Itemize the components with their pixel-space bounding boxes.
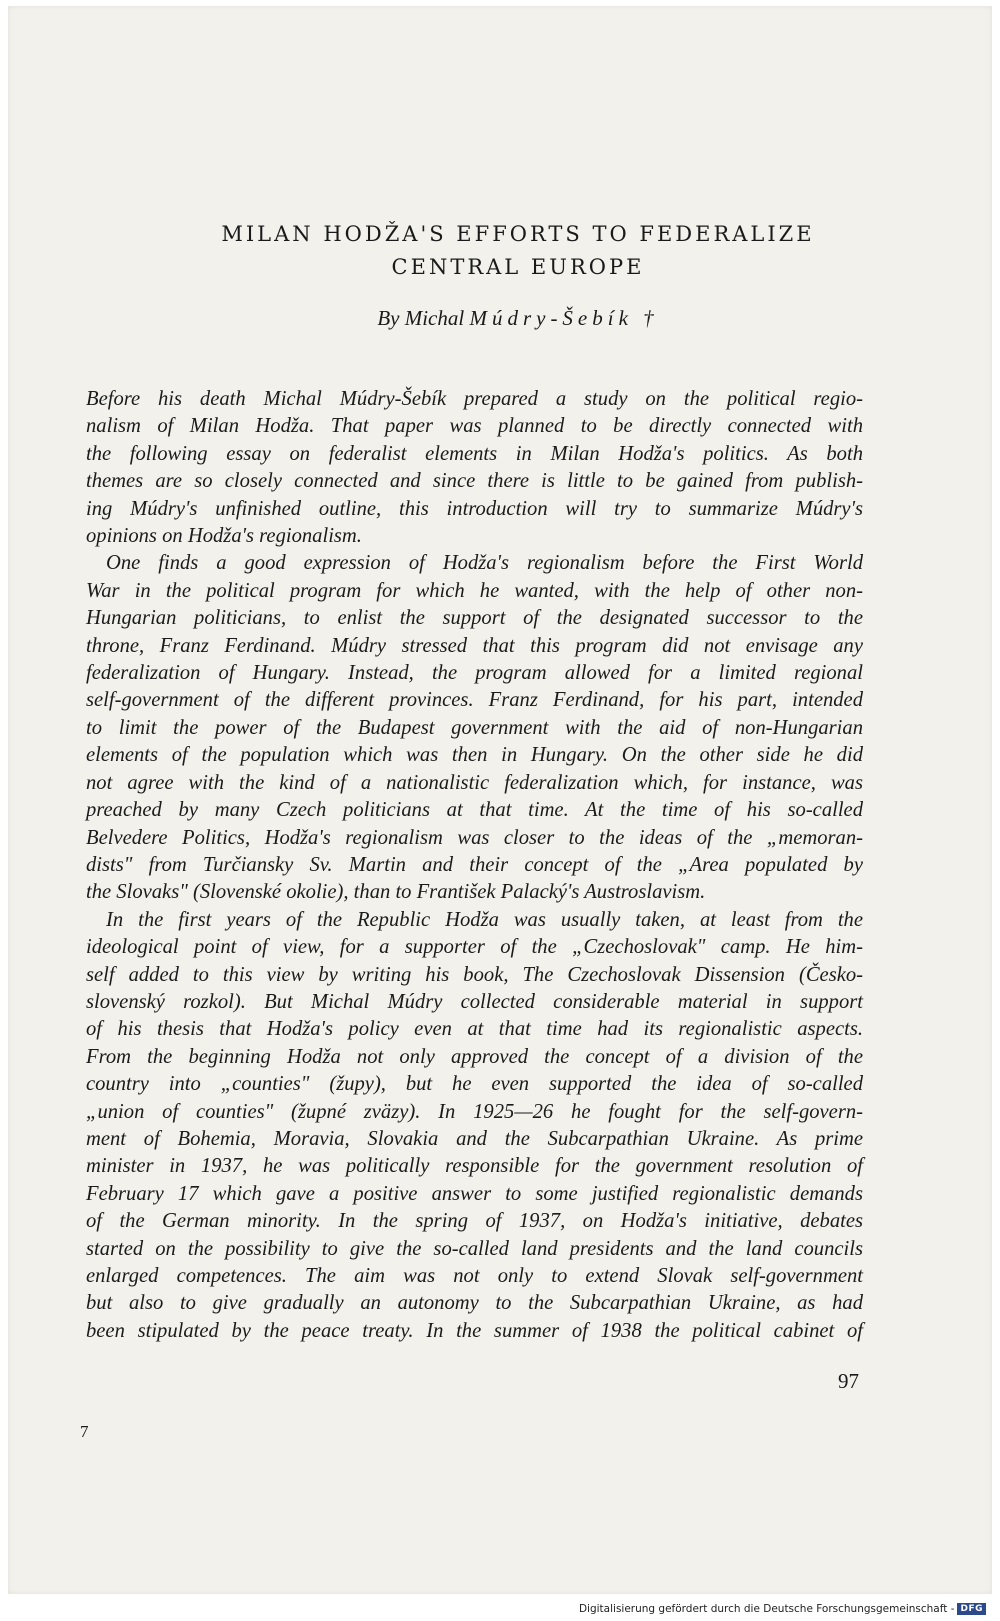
body-line: been stipulated by the peace treaty. In the summer of 1938 the political cabinet of: [86, 1319, 863, 1342]
body-line: of the German minority. In the spring of 1937, on Hodža's initiative, debates: [86, 1210, 863, 1233]
digitization-footer: [579, 1603, 986, 1615]
body-line: themes are so closely connected and since there is little to be gained from publish-: [86, 470, 863, 493]
body-line: February 17 which gave a positive answer to some justified regionalistic demands: [86, 1182, 863, 1205]
body-line: One finds a good expression of Hodža's regionalism before the First World: [106, 552, 863, 575]
body-line: ideological point of view, for a supporter of the „Czechoslovak" camp. He him-: [86, 936, 863, 959]
body-line: to limit the power of the Budapest government with the aid of non-Hungarian: [86, 716, 863, 739]
body-line: Belvedere Politics, Hodža's regionalism was closer to the ideas of the „memoran-: [86, 826, 863, 849]
body-line: not agree with the kind of a nationalistic federalization which, for instance, was: [86, 771, 863, 794]
dfg-logo-icon: DFG: [957, 1603, 986, 1615]
body-line: started on the possibility to give the so-called land presidents and the land councils: [86, 1237, 863, 1260]
body-line: opinions on Hodža's regionalism.: [86, 525, 362, 548]
title-line-2: CENTRAL EUROPE: [391, 255, 645, 279]
body-line: slovenský rozkol). But Michal Múdry collected considerable material in support: [86, 990, 863, 1013]
byline: [68, 306, 968, 331]
article-title: [68, 218, 968, 284]
body-line: nalism of Milan Hodža. That paper was planned to be directly connected with: [86, 415, 863, 438]
byline-author: Múdry-Šebík †: [469, 306, 659, 330]
body-line: the following essay on federalist elements in Milan Hodža's politics. As both: [86, 442, 863, 465]
body-line: federalization of Hungary. Instead, the program allowed for a limited regional: [86, 662, 863, 685]
body-line: enlarged competences. The aim was not only to extend Slovak self-government: [86, 1265, 863, 1287]
body-line: dists" from Turčiansky Sv. Martin and their concept of the „Area populated by: [86, 853, 863, 876]
body-line: throne, Franz Ferdinand. Múdry stressed that this program did not envisage any: [86, 634, 863, 657]
document-page: [8, 6, 992, 1594]
body-line: minister in 1937, he was politically responsible for the government resolution of: [86, 1155, 863, 1178]
body-line: War in the political program for which he wanted, with the help of other non-: [86, 579, 863, 602]
body-line: Before his death Michal Múdry-Šebík prepared a study on the political regio-: [86, 388, 863, 410]
body-line: self added to this view by writing his book, The Czechoslovak Dissension (Česko-: [86, 963, 863, 986]
signature-mark: 7: [80, 1422, 89, 1441]
body-line: country into „counties" (župy), but he even supported the idea of so-called: [86, 1073, 863, 1096]
body-line: Hungarian politicians, to enlist the support of the designated successor to the: [86, 607, 863, 630]
page-number: 97: [838, 1369, 859, 1393]
byline-prefix: By Michal: [377, 306, 465, 330]
body-line: ing Múdry's unfinished outline, this introduction will try to summarize Múdry's: [86, 497, 863, 520]
body-line: elements of the population which was then in Hungary. On the other side he did: [86, 744, 863, 767]
body-line: In the first years of the Republic Hodža was usually taken, at least from the: [106, 908, 863, 931]
body-line: of his thesis that Hodža's policy even at that time had its regionalistic aspects.: [86, 1018, 863, 1041]
article-body: [86, 386, 863, 1345]
body-line: ment of Bohemia, Moravia, Slovakia and the Subcarpathian Ukraine. As prime: [86, 1127, 863, 1150]
body-line: but also to give gradually an autonomy to the Subcarpathian Ukraine, as had: [86, 1292, 863, 1315]
body-line: From the beginning Hodža not only approved the concept of a division of the: [86, 1045, 863, 1068]
title-line-1: MILAN HODŽA'S EFFORTS TO FEDERALIZE: [221, 222, 815, 246]
body-line: „union of counties" (župné zväzy). In 1925—26 he fought for the self-govern-: [86, 1100, 863, 1123]
body-line: the Slovaks" (Slovenské okolie), than to František Palacký's Austroslavism.: [86, 881, 706, 904]
footer-text: Digitalisierung gefördert durch die Deutsche Forschungsgemeinschaft -: [578, 1603, 955, 1615]
body-line: self-government of the different provinces. Franz Ferdinand, for his part, intended: [86, 689, 863, 712]
body-line: preached by many Czech politicians at that time. At the time of his so-called: [86, 799, 863, 822]
